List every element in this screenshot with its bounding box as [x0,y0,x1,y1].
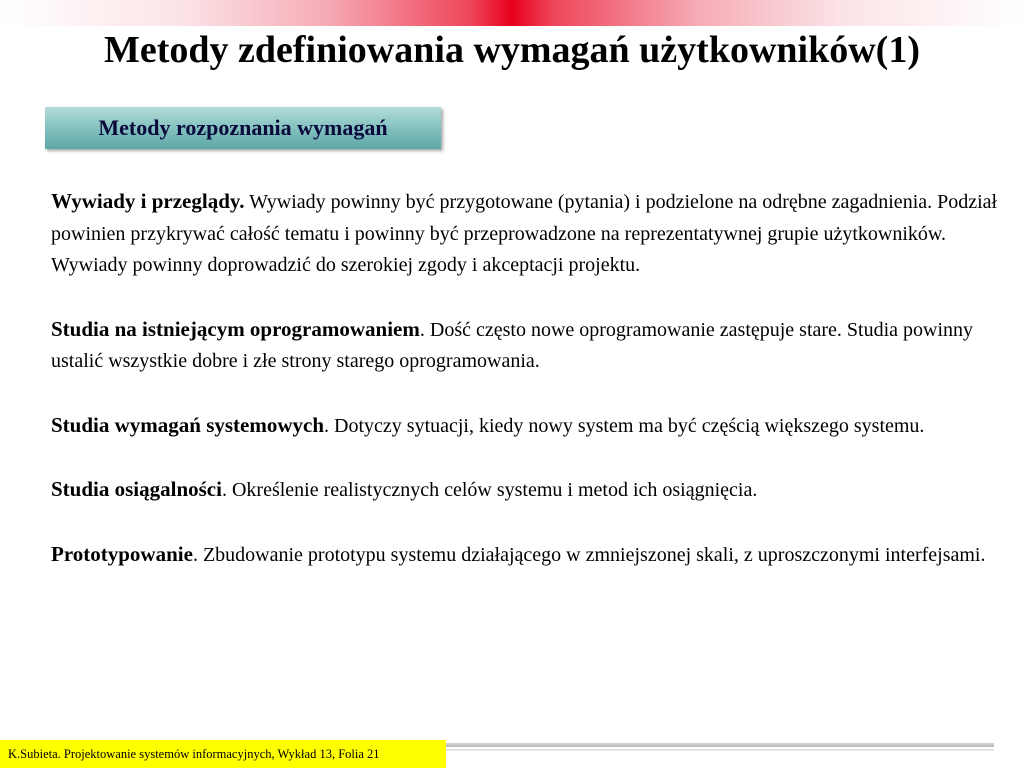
slide-title: Metody zdefiniowania wymagań użytkowników(1) [104,29,920,71]
content-body [51,186,1011,603]
paragraph-term: Prototypowanie [51,541,193,566]
paragraph-term: Studia wymagań systemowych [51,412,325,437]
footer-rule [446,743,994,747]
paragraph-studia-oprogramowanie [51,314,1011,378]
paragraph-studia-systemowe [51,410,1011,443]
paragraph-text: . Określenie realistycznych celów systemu i metod ich osiągnięcia. [221,479,758,501]
paragraph-studia-osiagalnosci [51,474,1011,507]
paragraph-wywiady [51,186,1011,282]
paragraph-text: Wywiady powinny być przygotowane (pytania) i podzielone na odrębne zagadnienia. Podział powinien przykrywać całość tematu i powinny być przeprowadzone na reprezentatywnej grupie użytkowników. Wywiady powinny doprowadzić do szerokiej zgody i akceptacji projektu. [51,191,998,276]
paragraph-text: . Dotyczy sytuacji, kiedy nowy system ma być częścią większego systemu. [324,414,925,437]
paragraph-text: . Dość często nowe oprogramowanie zastępuje stare. Studia powinny ustalić wszystkie dobre i złe strony starego oprogramowania. [51,318,974,372]
paragraph-text: . Zbudowanie prototypu systemu działającego w zmniejszonej skali, z uproszczonymi interfejsami. [192,543,986,566]
paragraph-term: Studia na istniejącym oprogramowaniem [51,316,420,341]
subtitle-text: Metody rozpoznania wymagań [98,115,388,140]
paragraph-term: Studia osiągalności [51,477,222,501]
subtitle-box [45,107,441,149]
paragraph-prototypowanie [51,539,1011,572]
footer-bar [0,740,446,768]
footer-text: K.Subieta. Projektowanie systemów informacyjnych, Wykład 13, Folia 21 [8,746,380,761]
footer-rule-secondary [446,749,994,751]
top-gradient-band [0,0,1024,26]
paragraph-term: Wywiady i przeglądy. [51,189,245,213]
